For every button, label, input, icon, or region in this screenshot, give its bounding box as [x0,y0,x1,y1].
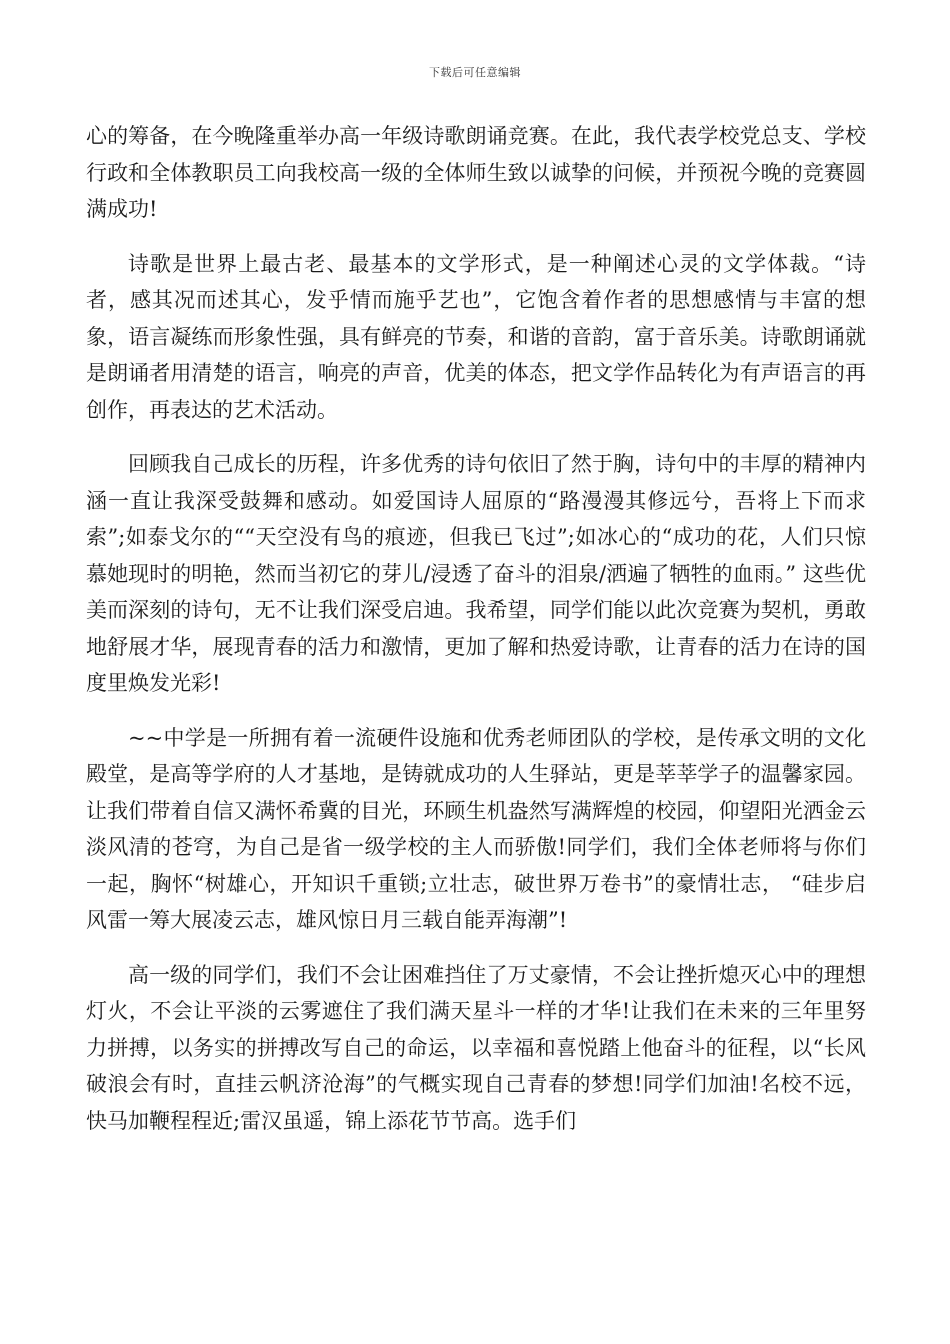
paragraph-2: 诗歌是世界上最古老、最基本的文学形式，是一种阐述心灵的文学体裁。“诗者，感其况而述其心，发乎情而施乎艺也”，它饱含着作者的思想感情与丰富的想象，语言凝练而形象性强，具有鲜亮的节奏，和谐的音韵，富于音乐美。诗歌朗诵就是朗诵者用清楚的语言，响亮的声音，优美的体态，把文学作品转化为有声语言的再创作，再表达的艺术活动。 [86,251,866,422]
paragraph-1: 心的筹备，在今晚隆重举办高一年级诗歌朗诵竞赛。在此，我代表学校党总支、学校行政和全体教职员工向我校高一级的全体师生致以诚挚的问候，并预祝今晚的竞赛圆满成功! [86,124,866,221]
paragraph-4: ~~中学是一所拥有着一流硬件设施和优秀老师团队的学校，是传承文明的文化殿堂，是高等学府的人才基地，是铸就成功的人生驿站，更是莘莘学子的温馨家园。让我们带着自信又满怀希冀的目光，环顾生机盎然写满辉煌的校园，仰望阳光洒金云淡风清的苍穹，为自己是省一级学校的主人而骄傲!同学们，我们全体老师将与你们一起，胸怀“树雄心，开知识千重锁;立壮志，破世界万卷书”的豪情壮志， “硅步启风雷一筹大展凌云志，雄风惊日月三载自能弄海潮”! [86,725,866,932]
paragraph-3: 回顾我自己成长的历程，许多优秀的诗句依旧了然于胸，诗句中的丰厚的精神内涵一直让我深受鼓舞和感动。如爱国诗人屈原的“路漫漫其修远兮，吾将上下而求索”;如泰戈尔的““天空没有鸟的痕迹，但我已飞过”;如冰心的“成功的花，人们只惊慕她现时的明艳，然而当初它的芽儿/浸透了奋斗的泪泉/洒遍了牺牲的血雨。” 这些优美而深刻的诗句，无不让我们深受启迪。我希望，同学们能以此次竞赛为契机，勇敢地舒展才华，展现青春的活力和激情，更加了解和热爱诗歌，让青春的活力在诗的国度里焕发光彩! [86,452,866,695]
document-body [86,118,866,1157]
page-header: 下载后可任意编辑 [429,66,521,79]
paragraph-5: 高一级的同学们，我们不会让困难挡住了万丈豪情，不会让挫折熄灭心中的理想灯火，不会让平淡的云雾遮住了我们满天星斗一样的才华!让我们在未来的三年里努力拼搏，以务实的拼搏改写自己的命运，以幸福和喜悦踏上他奋斗的征程，以“长风破浪会有时，直挂云帆济沧海”的气概实现自己青春的梦想!同学们加油!名校不远，快马加鞭程程近;雷汉虽遥，锦上添花节节高。选手们 [86,962,866,1133]
